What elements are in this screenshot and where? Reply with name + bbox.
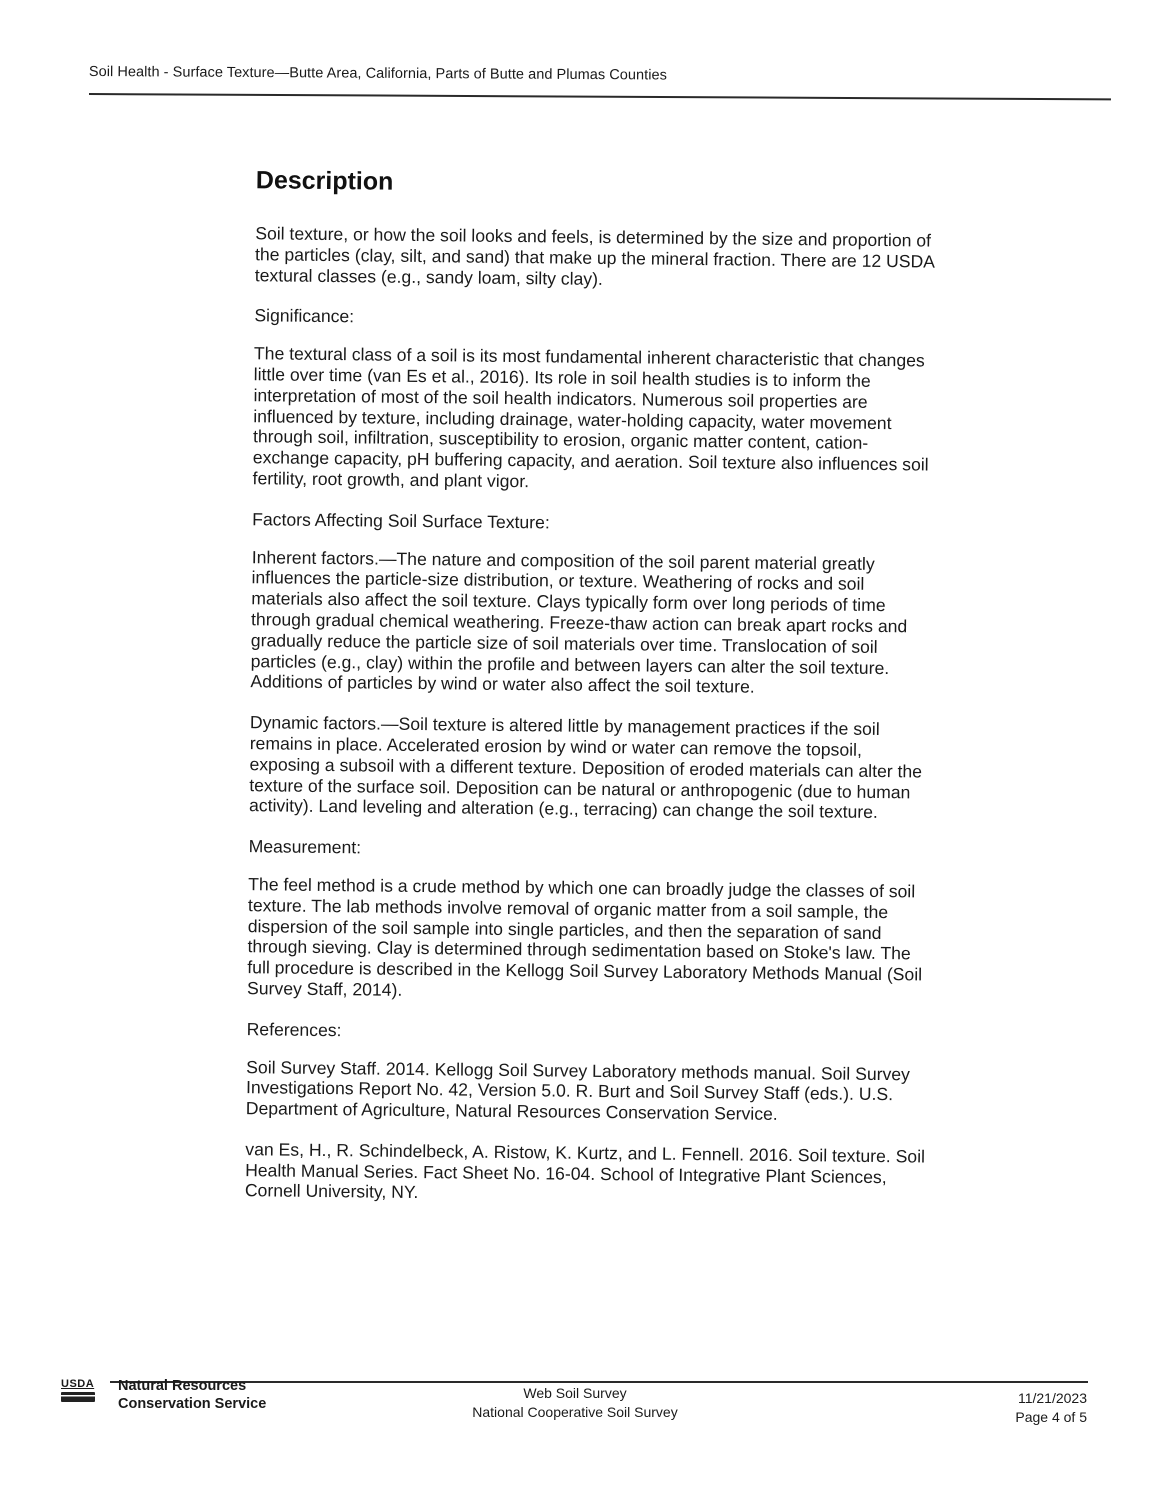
usda-logo-text: USDA bbox=[61, 1378, 95, 1390]
usda-logo-icon bbox=[61, 1378, 97, 1406]
header-divider bbox=[89, 93, 1111, 100]
usda-mark-graphic bbox=[61, 1392, 95, 1402]
significance-label: Significance: bbox=[254, 305, 355, 327]
dynamic-factors-paragraph: Dynamic factors.—Soil texture is altered little by management practices if the soil remains in place. Accelerated erosion by wind or water can remove the topsoil, exposing a subsoil with a different texture. Deposition of eroded materials can alter the texture of the surface soil. Deposition can be natural or anthropogenic (due to human activity). Land leveling and alteration (e.g., terracing) can change the soil texture. bbox=[248, 712, 923, 823]
footer-web-soil-survey: Web Soil Survey bbox=[523, 1385, 627, 1401]
reference-item: Soil Survey Staff. 2014. Kellogg Soil Survey Laboratory methods manual. Soil Survey Investigations Report No. 42, Version 5.0. R. Burt and Soil Survey Staff (eds.). U.S. Department of Agriculture, Natural Resources Conservation Service. bbox=[245, 1056, 911, 1125]
measurement-label: Measurement: bbox=[248, 836, 362, 858]
page-header-title: Soil Health - Surface Texture—Butte Area, California, Parts of Butte and Plumas Counties bbox=[88, 64, 667, 84]
footer-cooperative-survey: National Cooperative Soil Survey bbox=[472, 1403, 678, 1420]
agency-line-1: Natural Resources bbox=[118, 1378, 247, 1394]
significance-paragraph: The textural class of a soil is its most fundamental inherent characteristic that changes little over time (van Es et al., 2016). Its role in soil health studies is to inform the interpretation of most of the soil health indicators. Numerous soil properties are influenced by texture, including drainage, water-holding capacity, water movement through soil, infiltration, susceptibility to erosion, organic matter content, cation-exchange capacity, pH buffering capacity, and aeration. Soil texture also influences soil fertility, root growth, and plant vigor. bbox=[252, 343, 929, 492]
factors-label: Factors Affecting Soil Surface Texture: bbox=[252, 508, 550, 533]
section-heading: Description bbox=[255, 166, 394, 196]
main-content bbox=[225, 166, 936, 1229]
references-label: References: bbox=[246, 1018, 342, 1040]
agency-line-2: Conservation Service bbox=[118, 1396, 267, 1412]
intro-paragraph: Soil texture, or how the soil looks and feels, is determined by the size and proportion of the particles (clay, silt, and sand) that make up the mineral fraction. There are 12 USDA textural classes (e.g., sandy loam, silty clay). bbox=[254, 223, 935, 289]
reference-item: van Es, H., R. Schindelbeck, A. Ristow, K. Kurtz, and L. Fennell. 2016. Soil texture. Soil Health Manual Series. Fact Sheet No. 16-04. School of Integrative Plant Sciences, Cornell University, NY. bbox=[244, 1139, 926, 1203]
inherent-factors-paragraph: Inherent factors.—The nature and composition of the soil parent material greatly influences the particle-size distribution, or texture. Weathering of rocks and soil materials also affect the soil texture. Clays typically form over long periods of time through gradual chemical weathering. Freeze-thaw action can break apart rocks and gradually reduce the particle size of soil materials over time. Translocation of soil particles (e.g., clay) within the profile and between layers can alter the soil texture. Additions of particles by wind or water also affect the soil texture. bbox=[250, 546, 908, 697]
footer-center-text bbox=[440, 1384, 710, 1421]
footer-page-number: Page 4 of 5 bbox=[1015, 1408, 1087, 1425]
footer-right-text bbox=[1015, 1389, 1087, 1426]
agency-name bbox=[118, 1377, 266, 1413]
measurement-paragraph: The feel method is a crude method by which one can broadly judge the classes of soil texture. The lab methods involve removal of organic matter from a soil sample, the dispersion of the soil sample into single particles, and then the separation of sand through sieving. Clay is determined through sedimentation based on Stoke's law. The full procedure is described in the Kellogg Soil Survey Laboratory Methods Manual (Soil Survey Staff, 2014). bbox=[246, 874, 923, 1000]
footer-date: 11/21/2023 bbox=[1017, 1390, 1087, 1406]
